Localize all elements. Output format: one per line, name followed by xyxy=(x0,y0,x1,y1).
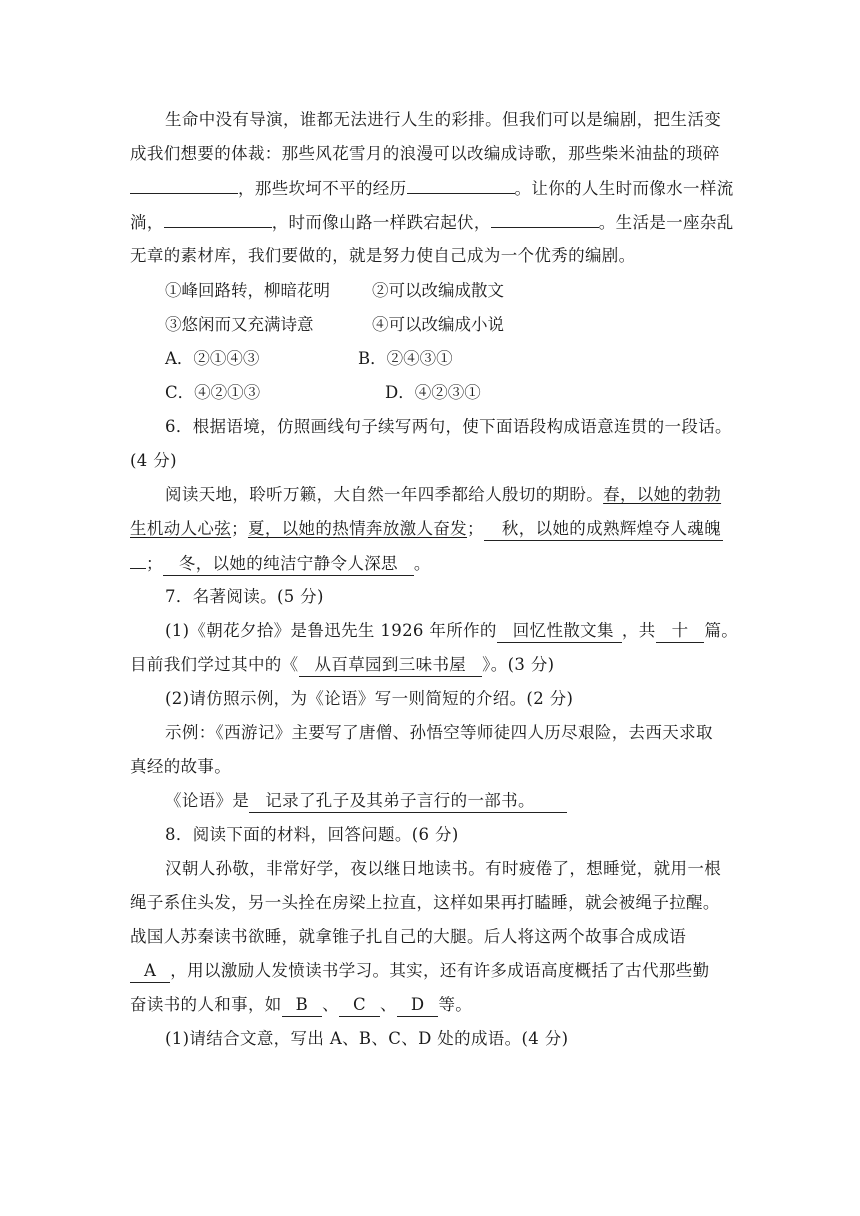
question-6-title xyxy=(165,416,745,438)
text: 。生活是一座杂乱 xyxy=(598,213,734,232)
underlined-text: 夏，以她的热情奔放激人奋发 xyxy=(247,519,468,538)
text: ； xyxy=(467,519,484,538)
text: 战国人苏秦读书欲睡，就拿锥子扎自己的大腿。后人将这两个故事合成成语 xyxy=(130,927,687,946)
answer-fill: 十 xyxy=(656,620,705,643)
text: (1)请结合文意，写出 A、B、C、D 处的成语。(4 分) xyxy=(165,1029,569,1048)
answer-fill: D xyxy=(397,994,439,1017)
text: (4 分) xyxy=(130,451,177,470)
answer-blank xyxy=(130,552,146,569)
question-7-title xyxy=(165,586,730,608)
text: 》。(3 分) xyxy=(482,655,555,674)
choice-item: ④可以改编成小说 xyxy=(372,315,504,334)
q7-line xyxy=(165,790,730,813)
text: 绳子系住头发，另一头拴在房梁上拉直，这样如果再打瞌睡，就会被绳子拉醒。 xyxy=(130,893,720,912)
answer-fill: B xyxy=(282,994,322,1017)
answer-blank xyxy=(164,211,272,228)
q7-line xyxy=(130,654,730,677)
choice-item: ①峰回路转，柳暗花明 xyxy=(165,281,330,300)
text: 等。 xyxy=(438,995,473,1014)
text: (1)《朝花夕拾》是鲁迅先生 1926 年所作的 xyxy=(165,621,497,640)
text: ，那些坎坷不平的经历 xyxy=(238,179,407,198)
q7-line xyxy=(130,756,730,778)
text: 示例：《西游记》主要写了唐僧、孙悟空等师徒四人历尽艰险，去西天求取 xyxy=(165,723,713,742)
text: 汉朝人孙敬，非常好学，夜以继日地读书。有时疲倦了，想睡觉，就用一根 xyxy=(165,859,722,878)
passage-line xyxy=(165,109,730,131)
text: ，用以激励人发愤读书学习。其实，还有许多成语高度概括了古代那些勤 xyxy=(170,961,710,980)
passage-line xyxy=(130,211,734,234)
q8-line xyxy=(130,892,730,914)
choice-item: ③悠闲而又充满诗意 xyxy=(165,315,314,334)
q8-line xyxy=(130,994,730,1017)
text: ； xyxy=(146,554,163,573)
text: 、 xyxy=(379,995,397,1014)
answer-blank xyxy=(130,177,238,194)
passage-line xyxy=(130,143,730,165)
text: (2)请仿照示例，为《论语》写一则简短的介绍。(2 分) xyxy=(165,689,574,708)
text: 篇。 xyxy=(704,621,739,640)
underlined-text: 春，以她的勃勃 xyxy=(603,485,722,504)
option-b: B．②④③① xyxy=(358,349,453,368)
text: 。 xyxy=(413,554,431,573)
text: ，共 xyxy=(621,621,656,640)
text: 生命中没有导演，谁都无法进行人生的彩排。但我们可以是编剧，把生活变 xyxy=(165,110,722,129)
text: 阅读天地，聆听万籁，大自然一年四季都给人殷切的期盼。 xyxy=(165,485,604,504)
passage-line xyxy=(130,245,730,267)
text: 成我们想要的体裁：那些风花雪月的浪漫可以改编成诗歌，那些柴米油盐的琐碎 xyxy=(130,144,720,163)
q8-line xyxy=(130,926,730,948)
text: 。让你的人生时而像水一样流 xyxy=(514,179,734,198)
text: 、 xyxy=(322,995,339,1014)
text: ，时而像山路一样跌宕起伏， xyxy=(271,213,491,232)
answer-blank xyxy=(407,177,515,194)
answer-fill: C xyxy=(339,994,380,1017)
text: 淌， xyxy=(130,213,164,232)
text: 《论语》是 xyxy=(165,791,250,810)
q6-line xyxy=(130,552,730,576)
answer-blank xyxy=(491,211,599,228)
answer-fill: A xyxy=(130,960,170,983)
text: 无章的素材库，我们要做的，就是努力使自己成为一个优秀的编剧。 xyxy=(130,246,636,265)
answer-fill: 从百草园到三味书屋 xyxy=(299,654,483,677)
option-c: C．④②①③ xyxy=(165,383,261,402)
option-a: A．②①④③ xyxy=(165,349,260,368)
text: 奋读书的人和事，如 xyxy=(130,995,282,1014)
text: 7．名著阅读。(5 分) xyxy=(165,587,324,606)
q7-line xyxy=(165,722,730,744)
passage-line xyxy=(130,177,734,200)
question-8-title xyxy=(165,824,730,846)
answer-fill: 记录了孔子及其弟子言行的一部书。 xyxy=(249,790,567,813)
answer-fill: 秋，以她的成熟辉煌夺人魂魄 xyxy=(484,518,723,541)
q7-line xyxy=(165,620,739,643)
question-6-points xyxy=(130,450,730,472)
q8-line xyxy=(165,858,730,880)
text: 真经的故事。 xyxy=(130,757,232,776)
choice-item: ②可以改编成散文 xyxy=(372,281,504,300)
text: ； xyxy=(231,519,248,538)
underlined-text: 生机动人心弦 xyxy=(130,519,232,538)
text: 目前我们学过其中的《 xyxy=(130,655,299,674)
answer-fill: 冬，以她的纯洁宁静令人深思 xyxy=(163,553,414,576)
option-d: D．④②③① xyxy=(385,383,481,402)
q8-line xyxy=(130,960,730,983)
q7-line xyxy=(165,688,730,710)
text: 6．根据语境，仿照画线句子续写两句，使下面语段构成语意连贯的一段话。 xyxy=(165,417,732,436)
q6-line xyxy=(130,518,730,541)
answer-fill: 回忆性散文集 xyxy=(497,620,622,643)
text: 8．阅读下面的材料，回答问题。(6 分) xyxy=(165,825,459,844)
q8-line xyxy=(165,1028,730,1050)
q6-line xyxy=(165,484,730,506)
